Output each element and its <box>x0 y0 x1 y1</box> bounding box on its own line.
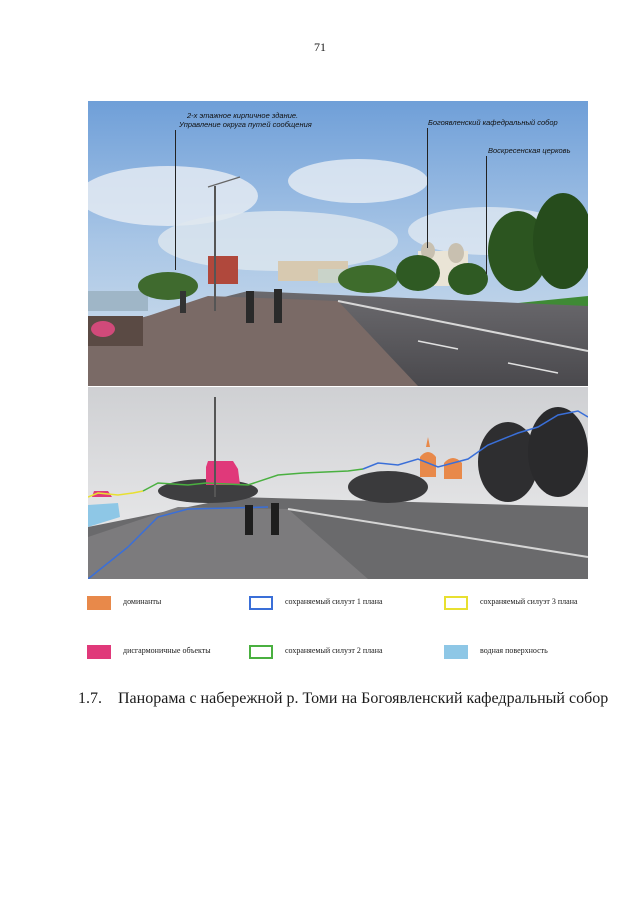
legend-swatch-silhouette-3 <box>444 596 468 610</box>
panorama-photo <box>88 101 588 386</box>
annotation-pointer-building <box>175 130 176 270</box>
caption-text: Панорама с набережной р. Томи на Богоявленский кафедральный собор <box>118 690 609 707</box>
legend-label: водная поверхность <box>480 646 548 655</box>
figure-caption <box>78 690 608 708</box>
legend-label: сохраняемый силуэт 1 плана <box>285 597 383 606</box>
legend-swatch-silhouette-1 <box>249 596 273 610</box>
annotation-building-line2: Управление округа путей сообщения <box>179 120 312 129</box>
annotation-church: Воскресенская церковь <box>488 146 571 155</box>
legend-label: дисгармоничные объекты <box>123 646 211 655</box>
legend-swatch-dominants <box>87 596 111 610</box>
legend-label: сохраняемый силуэт 3 плана <box>480 597 578 606</box>
legend-label: сохраняемый силуэт 2 плана <box>285 646 383 655</box>
annotation-pointer-church <box>486 156 487 274</box>
legend-label: доминанты <box>123 597 162 606</box>
annotation-pointer-cathedral <box>427 128 428 248</box>
legend-swatch-water-surface <box>444 645 468 659</box>
legend-swatch-silhouette-2 <box>249 645 273 659</box>
silhouette-analysis-photo <box>88 387 588 579</box>
caption-number: 1.7. <box>78 690 102 707</box>
legend-swatch-dissonant-objects <box>87 645 111 659</box>
page-number: 71 <box>314 40 326 54</box>
annotation-building-line1: 2-х этажное кирпичное здание. <box>187 111 299 120</box>
annotation-cathedral: Богоявленский кафедральный собор <box>428 118 558 127</box>
